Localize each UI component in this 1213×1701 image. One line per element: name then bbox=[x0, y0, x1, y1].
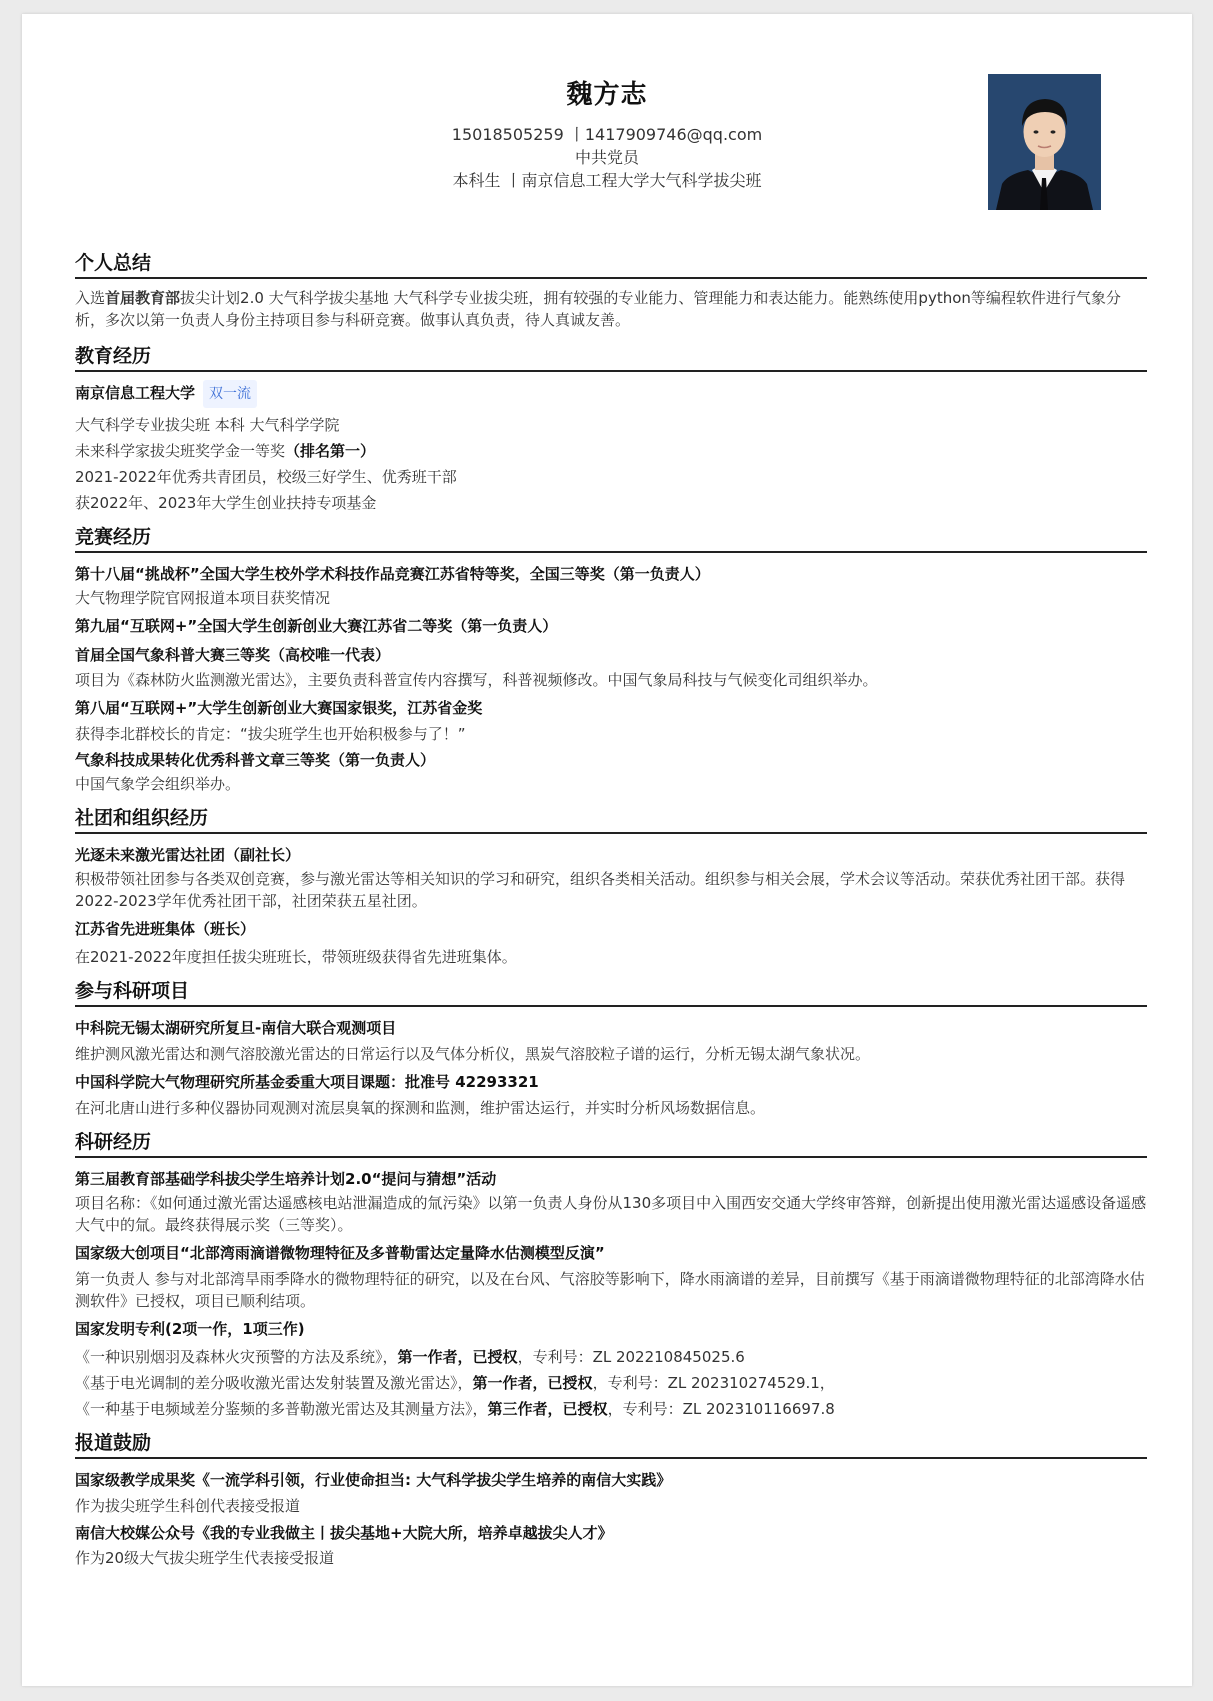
summary-text: 入选首届教育部拔尖计划2.0 大气科学拔尖基地 大气科学专业拔尖班，拥有较强的专业能力、管理能力和表达能力。能熟练使用python等编程软件进行气象分析，多次以第一负责人身份主持项目参与科研竞赛。做事认真负责，待人真诚友善。 bbox=[75, 289, 1121, 329]
competition-title: 第八届“互联网+”大学生创新创业大赛国家银奖，江苏省金奖 bbox=[75, 699, 483, 717]
section-title: 竞赛经历 bbox=[75, 522, 1147, 553]
organization-title: 江苏省先进班集体（班长） bbox=[75, 920, 256, 938]
patent-item: 《一种基于电频域差分鉴频的多普勒激光雷达及其测量方法》，第三作者，已授权，专利号：ZL 202310116697.8 bbox=[75, 1400, 835, 1418]
research-title: 国家级大创项目“北部湾雨滴谱微物理特征及多普勒雷达定量降水估测模型反演” bbox=[75, 1244, 605, 1262]
report-title: 国家级教学成果奖《一流学科引领，行业使命担当: 大气科学拔尖学生培养的南信大实践》 bbox=[75, 1471, 672, 1489]
status-badge: 双一流 bbox=[203, 380, 257, 408]
patent-heading: 国家发明专利(2项一作，1项三作) bbox=[75, 1320, 305, 1338]
project-title: 中国科学院大气物理研究所基金委重大项目课题：批准号 42293321 bbox=[75, 1073, 539, 1091]
competition-desc: 项目为《森林防火监测激光雷达》，主要负责科普宣传内容撰写，科普视频修改。中国气象局科技与气候变化司组织举办。 bbox=[75, 671, 878, 689]
section-title: 社团和组织经历 bbox=[75, 803, 1147, 834]
competition-desc: 中国气象学会组织举办。 bbox=[75, 775, 241, 793]
resume-content bbox=[75, 246, 1147, 1577]
section-organizations bbox=[75, 803, 1147, 970]
education-award: 未来科学家拔尖班奖学金一等奖（排名第一） bbox=[75, 442, 376, 460]
section-title: 科研经历 bbox=[75, 1127, 1147, 1158]
section-title: 个人总结 bbox=[75, 248, 1147, 279]
organization-desc: 积极带领社团参与各类双创竞赛，参与激光雷达等相关知识的学习和研究，组织各类相关活动。组织参与相关会展，学术会议等活动。荣获优秀社团干部。获得2022-2023学年优秀社团干部，社团荣获五星社团。 bbox=[75, 870, 1126, 910]
section-title: 参与科研项目 bbox=[75, 976, 1147, 1007]
section-title: 报道鼓励 bbox=[75, 1428, 1147, 1459]
competition-desc: 大气物理学院官网报道本项目获奖情况 bbox=[75, 589, 331, 607]
report-desc: 作为20级大气拔尖班学生代表接受报道 bbox=[75, 1549, 335, 1567]
competition-title: 第十八届“挑战杯”全国大学生校外学术科技作品竞赛江苏省特等奖，全国三等奖（第一负责人） bbox=[75, 565, 710, 583]
section-summary bbox=[75, 248, 1147, 331]
person-portrait-icon bbox=[988, 74, 1101, 210]
patent-item: 《一种识别烟羽及森林火灾预警的方法及系统》，第一作者，已授权，专利号：ZL 202210845025.6 bbox=[75, 1348, 745, 1366]
education-line: 大气科学专业拔尖班 本科 大气科学学院 bbox=[75, 416, 340, 434]
competition-title: 气象科技成果转化优秀科普文章三等奖（第一负责人） bbox=[75, 751, 436, 769]
candidate-name: 魏方志 bbox=[566, 80, 648, 110]
competition-title: 首届全国气象科普大赛三等奖（高校唯一代表） bbox=[75, 646, 391, 664]
organization-title: 光逐未来激光雷达社团（副社长） bbox=[75, 846, 301, 864]
report-title: 南信大校媒公众号《我的专业我做主丨拔尖基地+大院大所，培养卓越拔尖人才》 bbox=[75, 1524, 613, 1542]
project-desc: 维护测风激光雷达和测气溶胶激光雷达的日常运行以及气体分析仪，黑炭气溶胶粒子谱的运行，分析无锡太湖气象状况。 bbox=[75, 1045, 871, 1063]
research-desc: 项目名称：《如何通过激光雷达遥感核电站泄漏造成的氚污染》以第一负责人身份从130多项目中入围西安交通大学终审答辩，创新提出使用激光雷达遥感设备遥感大气中的氚。最终获得展示奖（三等奖）。 bbox=[75, 1194, 1147, 1234]
competition-desc: 获得李北群校长的肯定：“拔尖班学生也开始积极参与了！” bbox=[75, 725, 466, 743]
organization-desc: 在2021-2022年度担任拔尖班班长，带领班级获得省先进班集体。 bbox=[75, 948, 517, 966]
education-line: 2021-2022年优秀共青团员，校级三好学生、优秀班干部 bbox=[75, 468, 457, 486]
section-research bbox=[75, 1127, 1147, 1422]
education-summary: 本科生 丨南京信息工程大学大气科学拔尖班 bbox=[452, 171, 762, 190]
section-competitions bbox=[75, 522, 1147, 797]
section-education bbox=[75, 341, 1147, 516]
education-line: 获2022年、2023年大学生创业扶持专项基金 bbox=[75, 494, 377, 512]
patent-item: 《基于电光调制的差分吸收激光雷达发射装置及激光雷达》，第一作者，已授权，专利号：ZL 202310274529.1， bbox=[75, 1374, 835, 1392]
project-title: 中科院无锡太湖研究所复旦-南信大联合观测项目 bbox=[75, 1019, 397, 1037]
research-title: 第三届教育部基础学科拔尖学生培养计划2.0“提问与猜想”活动 bbox=[75, 1170, 497, 1188]
political-status: 中共党员 bbox=[574, 148, 639, 167]
section-projects bbox=[75, 976, 1147, 1121]
profile-photo bbox=[988, 74, 1101, 210]
resume-page bbox=[22, 14, 1192, 1686]
section-title: 教育经历 bbox=[75, 341, 1147, 372]
section-reports bbox=[75, 1428, 1147, 1571]
competition-title: 第九届“互联网+”全国大学生创新创业大赛江苏省二等奖（第一负责人） bbox=[75, 617, 558, 635]
project-desc: 在河北唐山进行多种仪器协同观测对流层臭氧的探测和监测，维护雷达运行，并实时分析风场数据信息。 bbox=[75, 1099, 766, 1117]
research-desc: 第一负责人 参与对北部湾旱雨季降水的微物理特征的研究，以及在台风、气溶胶等影响下，降水雨滴谱的差异，目前撰写《基于雨滴谱微物理特征的北部湾降水估测软件》已授权，项目已顺利结项。 bbox=[75, 1270, 1145, 1310]
report-desc: 作为拔尖班学生科创代表接受报道 bbox=[75, 1497, 301, 1515]
school-name: 南京信息工程大学 双一流 bbox=[75, 380, 1147, 408]
contact-info: 15018505259 丨1417909746@qq.com bbox=[451, 125, 763, 144]
